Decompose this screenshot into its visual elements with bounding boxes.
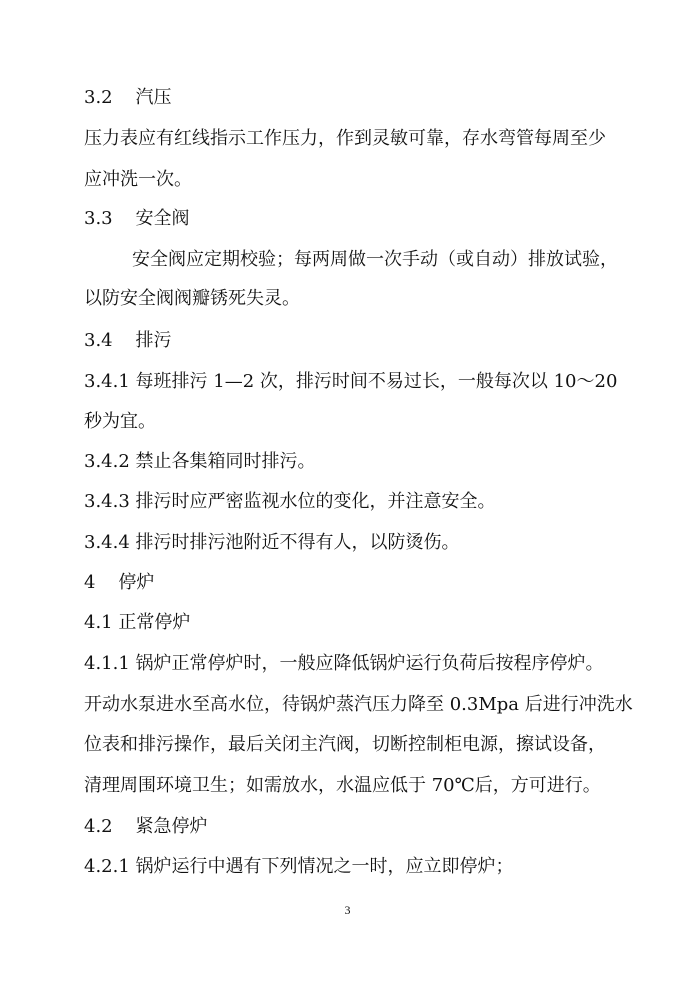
heading-4-2: 4.2 紧急停炉	[84, 816, 208, 837]
paragraph-line: 清理周围环境卫生；如需放水，水温应低于 70℃后，方可进行。	[84, 775, 601, 796]
paragraph-line: 4.1.1 锅炉正常停炉时，一般应降低锅炉运行负荷后按程序停炉。	[84, 653, 604, 674]
paragraph-line: 以防安全阀阀瓣锈死失灵。	[84, 288, 300, 309]
page-number: 3	[344, 903, 351, 917]
paragraph-line: 开动水泵进水至高水位，待锅炉蒸汽压力降至 0.3Mpa 后进行冲洗水	[84, 694, 633, 715]
heading-4: 4 停炉	[84, 572, 155, 593]
heading-3-3: 3.3 安全阀	[84, 208, 190, 229]
paragraph-line: 3.4.1 每班排污 1—2 次，排污时间不易过长，一般每次以 10～20	[84, 371, 618, 392]
paragraph-line: 4.2.1 锅炉运行中遇有下列情况之一时，应立即停炉；	[84, 856, 514, 877]
paragraph-line: 压力表应有红线指示工作压力，作到灵敏可靠，存水弯管每周至少	[84, 128, 606, 149]
paragraph-line: 安全阀应定期校验；每两周做一次手动（或自动）排放试验，	[132, 249, 618, 270]
heading-3-2: 3.2 汽压	[84, 87, 172, 108]
paragraph-line: 位表和排污操作，最后关闭主汽阀，切断控制柜电源，擦试设备，	[84, 734, 606, 755]
paragraph-line: 秒为宜。	[84, 411, 156, 432]
paragraph-line: 3.4.2 禁止各集箱同时排污。	[84, 451, 316, 472]
heading-3-4: 3.4 排污	[84, 330, 172, 351]
heading-4-1: 4.1 正常停炉	[84, 612, 191, 633]
paragraph-line: 3.4.3 排污时应严密监视水位的变化，并注意安全。	[84, 491, 496, 512]
paragraph-line: 应冲洗一次。	[84, 169, 192, 190]
paragraph-line: 3.4.4 排污时排污池附近不得有人，以防烫伤。	[84, 532, 460, 553]
